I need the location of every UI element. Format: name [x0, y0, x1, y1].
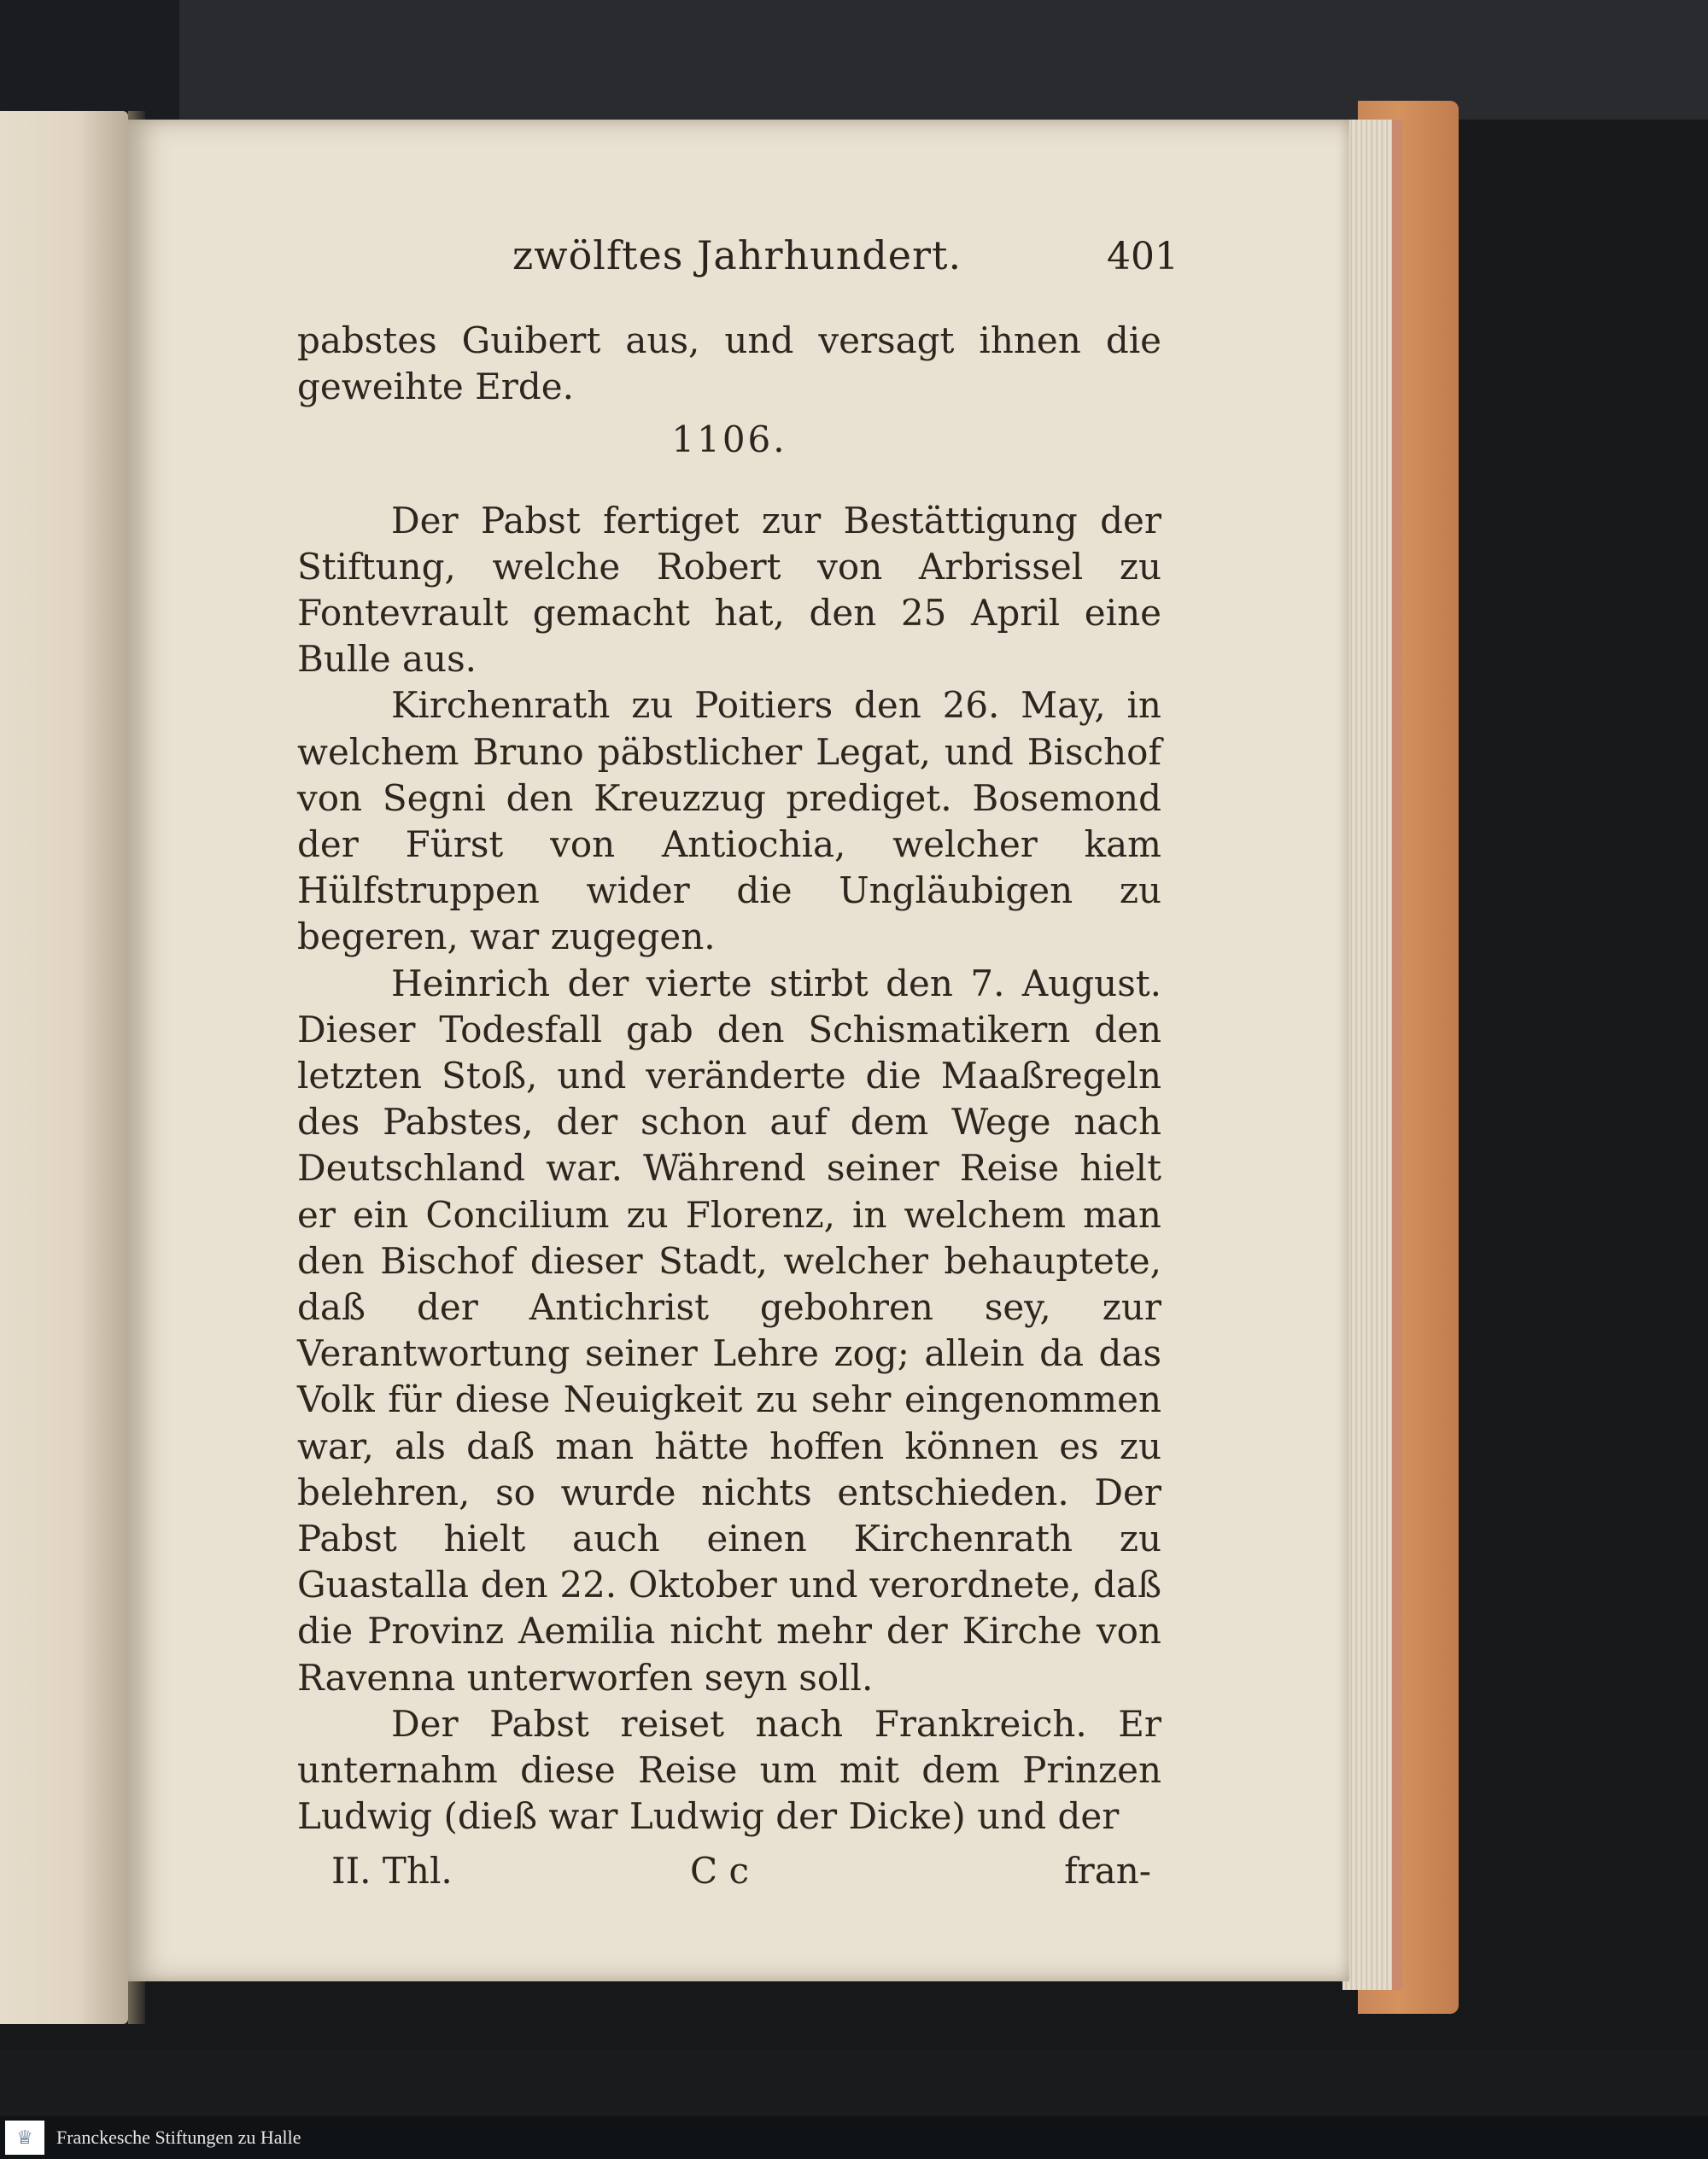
- paragraph: pabstes Guibert aus, und versagt ihnen die geweihte Erde.: [297, 319, 1161, 408]
- page-footer: [331, 1850, 1151, 1898]
- paragraph: Heinrich der vierte stirbt den 7. August. Dieser Todesfall gab den Schismatikern den letzten Stoß, und veränderte die Maaßregeln des Pabstes, der schon auf dem Wege nach Deutschland war. Während seiner Reise hielt er ein Concilium zu Florenz, in welchem man den Bischof dieser Stadt, welcher behauptete, daß der Antichrist gebohren sey, zur Verantwortung seiner Lehre zog; allein da das Volk für diese Neuigkeit zu sehr eingenommen war, als daß man hätte hoffen können es zu belehren, so wurde nichts entschieden. Der Pabst hielt auch einen Kirchenrath zu Guastalla den 22. Oktober und verordnete, daß die Provinz Aemilia nicht mehr der Kirche von Ravenna unterworfen seyn soll.: [297, 962, 1161, 1699]
- paragraph: Der Pabst reiset nach Frankreich. Er unternahm diese Reise um mit dem Prinzen Ludwig (dieß war Ludwig der Dicke) und der: [297, 1702, 1161, 1838]
- volume-signature: II. Thl.: [331, 1850, 453, 1892]
- catchword: fran-: [1064, 1850, 1151, 1892]
- viewer-footer: [0, 2116, 1708, 2159]
- page-text: [297, 318, 1161, 1840]
- paragraph: Der Pabst fertiget zur Bestättigung der Stiftung, welche Robert von Arbrissel zu Fontevrault gemacht hat, den 25 April eine Bulle aus.: [297, 499, 1161, 681]
- running-head: zwölftes Jahrhundert.: [512, 232, 962, 278]
- page-stack-edge: [1342, 120, 1402, 1990]
- year-heading: 1106.: [671, 418, 787, 461]
- page-header: [512, 232, 1179, 284]
- credit-text: Franckesche Stiftungen zu Halle: [56, 2127, 301, 2148]
- gathering-signature: C c: [690, 1850, 750, 1892]
- foundation-logo-icon: ♕: [5, 2121, 44, 2155]
- page-number: 401: [1107, 235, 1179, 278]
- left-page-edge: [0, 111, 128, 2024]
- background-bottom: [0, 2050, 1708, 2116]
- paragraph: Kirchenrath zu Poitiers den 26. May, in welchem Bruno päbstlicher Legat, und Bischof von Segni den Kreuzzug prediget. Bosemond der Fürst von Antiochia, welcher kam Hülfstruppen wider die Ungläubigen zu begeren, war zugegen.: [297, 684, 1161, 958]
